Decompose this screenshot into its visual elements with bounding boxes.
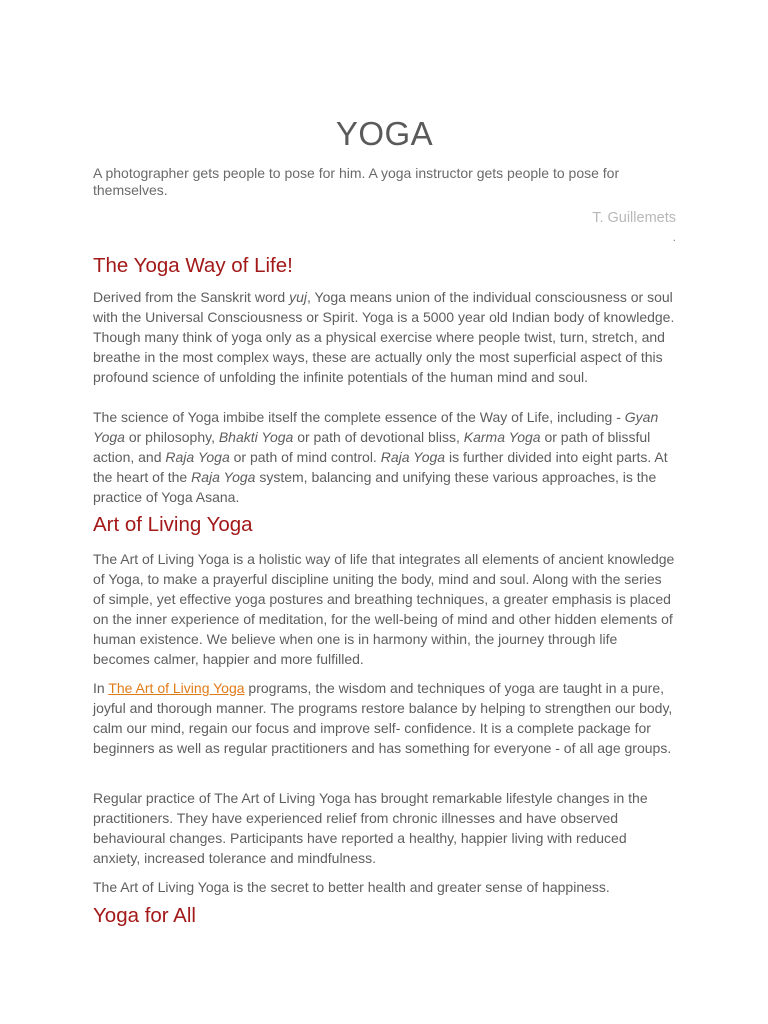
yoga-way-paragraph-2 [93,407,676,507]
text-run: or philosophy, [124,429,219,445]
page-title: YOGA [335,115,434,152]
section-heading-yoga-way-of-life: The Yoga Way of Life! [93,254,293,277]
text-run: In [93,680,109,696]
text-run: The science of Yoga imbibe itself the complete essence of the Way of Life, including - [93,409,625,425]
art-of-living-paragraph-2 [93,678,676,758]
section-heading-yoga-for-all: Yoga for All [93,904,196,927]
text-run: , Yoga means union of the individual consciousness or soul with the Universal Consciousness or Spirit. Yoga is a 5000 year old Indian body of knowledge. Though many think of yoga only as a physical exercise where people twist, turn, stretch, and breathe in the most complex ways, these are actually only the most superficial aspect of this profound science of unfolding the infinite potentials of the human mind and soul. [93,289,675,385]
yoga-way-paragraph-1 [93,287,676,387]
text-run: or path of blissful action, and [93,429,651,465]
italic-term-raja-yoga: Raja Yoga [165,449,230,465]
text-run: Derived from the Sanskrit word [93,289,290,305]
italic-term-yuj: yuj [289,289,307,305]
italic-term-gyan-yoga: Gyan Yoga [93,409,659,445]
text-run: is further divided into eight parts. At the heart of the [93,449,668,485]
section-heading-art-of-living-yoga: Art of Living Yoga [93,513,253,536]
art-of-living-paragraph-3: Regular practice of The Art of Living Yoga has brought remarkable lifestyle changes in the practitioners. They have experienced relief from chronic illnesses and have observed behavioural changes. Participants have reported a healthy, happier living with reduced anxiety, increased tolerance and mindfulness. [93,790,648,866]
quote-dot: . [672,230,676,244]
italic-term-karma-yoga: Karma Yoga [463,429,541,445]
epigraph-quote: A photographer gets people to pose for him. A yoga instructor gets people to pose for themselves. [93,165,620,198]
italic-term-raja-yoga: Raja Yoga [191,469,256,485]
italic-term-raja-yoga: Raja Yoga [380,449,446,465]
art-of-living-paragraph-1: The Art of Living Yoga is a holistic way of life that integrates all elements of ancient knowledge of Yoga, to make a prayerful discipline uniting the body, mind and soul. Along with the series of simple, yet effective yoga postures and breathing techniques, a greater emphasis is placed on the inner experience of meditation, for the well-being of mind and other hidden elements of human existence. We believe when one is in harmony within, the journey through life becomes calmer, happier and more fulfilled. [93,551,675,667]
art-of-living-paragraph-4: The Art of Living Yoga is the secret to better health and greater sense of happiness. [93,879,610,895]
quote-author: T. Guillemets [592,210,676,226]
text-run: or path of mind control. [229,449,381,465]
art-of-living-yoga-link[interactable]: The Art of Living Yoga [108,680,245,696]
text-run: system, balancing and unifying these various approaches, is the practice of Yoga Asana. [93,469,657,505]
text-run: programs, the wisdom and techniques of yoga are taught in a pure, joyful and thorough manner. The programs restore balance by helping to strengthen our body, calm our mind, regain our focus and improve self- confidence. It is a complete package for beginners as well as regular practitioners and has something for everyone - of all age groups. [93,680,673,756]
italic-term-bhakti-yoga: Bhakti Yoga [218,429,294,445]
text-run: or path of devotional bliss, [293,429,464,445]
